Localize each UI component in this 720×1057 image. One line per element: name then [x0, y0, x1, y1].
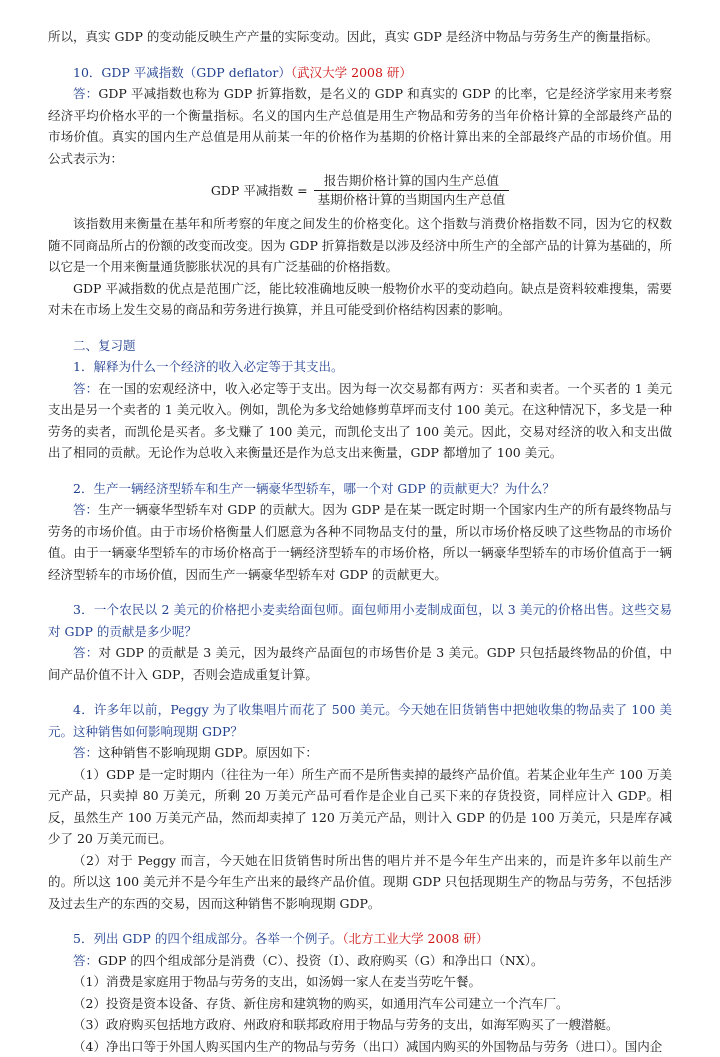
r4-answer-label: 答：: [73, 745, 98, 760]
r5-item-investment: （2）投资是资本设备、存货、新住房和建筑物的购买，如通用汽车公司建立一个汽车厂。: [48, 993, 672, 1015]
section-heading: 二、复习题: [48, 335, 672, 357]
r5-question: 5．列出 GDP 的四个组成部分。各举一个例子。: [73, 931, 342, 946]
r4-point-2: （2）对于 Peggy 而言，今天她在旧货销售时所出售的唱片并不是今年生产出来的，而是许多年以前生产的。所以这 100 美元并不是今年生产出来的最终产品价值。现期 GDP 只包括现期生产的物品与劳务，不包括涉及过去生产的东西的交易，因而这种销售不影响现期 GDP。: [48, 850, 672, 915]
q10-heading: [48, 62, 672, 84]
r5-item-government: （3）政府购买包括地方政府、州政府和联邦政府用于物品与劳务的支出，如海军购买了一艘潜艇。: [48, 1014, 672, 1036]
r3-question: 3．一个农民以 2 美元的价格把小麦卖给面包师。面包师用小麦制成面包，以 3 美元的价格出售。这些交易对 GDP 的贡献是多少呢？: [48, 599, 672, 642]
r5-item-consumption: （1）消费是家庭用于物品与劳务的支出，如汤姆一家人在麦当劳吃午餐。: [48, 971, 672, 993]
formula-fraction: [314, 173, 510, 208]
q10-title: 10．GDP 平减指数（GDP deflator）: [73, 65, 291, 80]
r1-question: 1．解释为什么一个经济的收入必定等于其支出。: [48, 356, 672, 378]
r4-point-1: （1）GDP 是一定时期内（往往为一年）所生产而不是所售卖掉的最终产品价值。若某企业年生产 100 万美元产品，只卖掉 80 万美元，所剩 20 万美元产品可看作是企业自己买下来的存货投资，同样应计入 GDP。相反，虽然生产 100 万美元产品，然而却卖掉了 120 万美元产品，则计入 GDP 的仍是 100 万美元，只是库存减少了 20 万美元而已。: [48, 764, 672, 850]
r2-answer-text: 生产一辆豪华型轿车对 GDP 的贡献大。因为 GDP 是在某一既定时期一个国家内生产的所有最终物品与劳务的市场价值。由于市场价格衡量人们愿意为各种不同物品支付的量，所以市场价格反映了这些物品的市场价值。由于一辆豪华型轿车的市场价格高于一辆经济型轿车的市场价格，所以一辆豪华型轿车的市场价值高于一辆经济型轿车的市场价值，因而生产一辆豪华型轿车对 GDP 的贡献更大。: [48, 502, 672, 582]
r4-question: 4．许多年以前，Peggy 为了收集唱片而花了 500 美元。今天她在旧货销售中把她收集的物品卖了 100 美元。这种销售如何影响现期 GDP？: [48, 699, 672, 742]
q10-answer: [48, 83, 672, 169]
formula-lhs: GDP 平减指数 =: [211, 181, 308, 199]
fraction-bar: [314, 190, 510, 191]
r5-answer-text: GDP 的四个组成部分是消费（C）、投资（I）、政府购买（G）和净出口（NX）。: [98, 953, 543, 968]
r5-source: （北方工业大学 2008 研）: [342, 931, 488, 946]
gdp-deflator-formula: [48, 171, 672, 209]
r4-answer: [48, 742, 672, 764]
r1-answer-label: 答：: [73, 381, 98, 396]
formula-denominator: 基期价格计算的当期国内生产总值: [314, 192, 510, 208]
formula-numerator: 报告期价格计算的国内生产总值: [320, 173, 503, 189]
r3-answer-text: 对 GDP 的贡献是 3 美元，因为最终产品面包的市场售价是 3 美元。GDP 只包括最终物品的价值，中间产品价值不计入 GDP，否则会造成重复计算。: [48, 645, 672, 682]
q10-paragraph-2: 该指数用来衡量在基年和所考察的年度之间发生的价格变化。这个指数与消费价格指数不同，因为它的权数随不同商品所占的份额的改变而改变。因为 GDP 折算指数是以涉及经济中所生产的全部产品的计算为基础的，所以它是一个用来衡量通货膨胀状况的具有广泛基础的价格指数。: [48, 213, 672, 278]
q10-source: （武汉大学 2008 研）: [291, 65, 412, 80]
r5-item-net-exports: （4）净出口等于外国人购买国内生产的物品与劳务（出口）减国内购买的外国物品与劳务（进口）。国内企: [48, 1036, 672, 1057]
intro-paragraph: 所以，真实 GDP 的变动能反映生产产量的实际变动。因此，真实 GDP 是经济中物品与劳务生产的衡量指标。: [48, 26, 672, 48]
r1-answer-text: 在一国的宏观经济中，收入必定等于支出。因为每一次交易都有两方：买者和卖者。一个买者的 1 美元支出是另一个卖者的 1 美元收入。例如，凯伦为多戈给她修剪草坪而支付 100 美元。在这种情况下，多戈是一种劳务的卖者，而凯伦是买者。多戈赚了 100 美元，而凯伦支出了 100 美元。因此，交易对经济的收入和支出做出了相同的贡献。无论作为总收入来衡量还是作为总支出来衡量，GDP 都增加了 100 美元。: [48, 381, 672, 461]
r1-answer: [48, 378, 672, 464]
r5-heading: [48, 928, 672, 950]
r2-question: 2．生产一辆经济型轿车和生产一辆豪华型轿车，哪一个对 GDP 的贡献更大？为什么？: [48, 478, 672, 500]
r3-answer-label: 答：: [73, 645, 99, 660]
r4-answer-text: 这种销售不影响现期 GDP。原因如下：: [98, 745, 318, 760]
q10-answer-label: 答：: [73, 86, 98, 101]
document-page: [48, 26, 672, 1057]
q10-paragraph-3: GDP 平减指数的优点是范围广泛，能比较准确地反映一般物价水平的变动趋向。缺点是资料较难搜集，需要对未在市场上发生交易的商品和劳务进行换算，并且可能受到价格结构因素的影响。: [48, 278, 672, 321]
r5-answer-label: 答：: [73, 953, 98, 968]
r2-answer-label: 答：: [73, 502, 98, 517]
q10-answer-text: GDP 平减指数也称为 GDP 折算指数，是名义的 GDP 和真实的 GDP 的比率，它是经济学家用来考察经济平均价格水平的一个衡量指标。名义的国内生产总值是用生产物品和劳务的当年价格计算的全部最终产品的市场价值。真实的国内生产总值是用从前某一年的价格作为基期的价格计算出来的全部最终产品的市场价值。用公式表示为：: [48, 86, 672, 166]
r2-answer: [48, 499, 672, 585]
r3-answer: [48, 642, 672, 685]
r5-answer: [48, 950, 672, 972]
